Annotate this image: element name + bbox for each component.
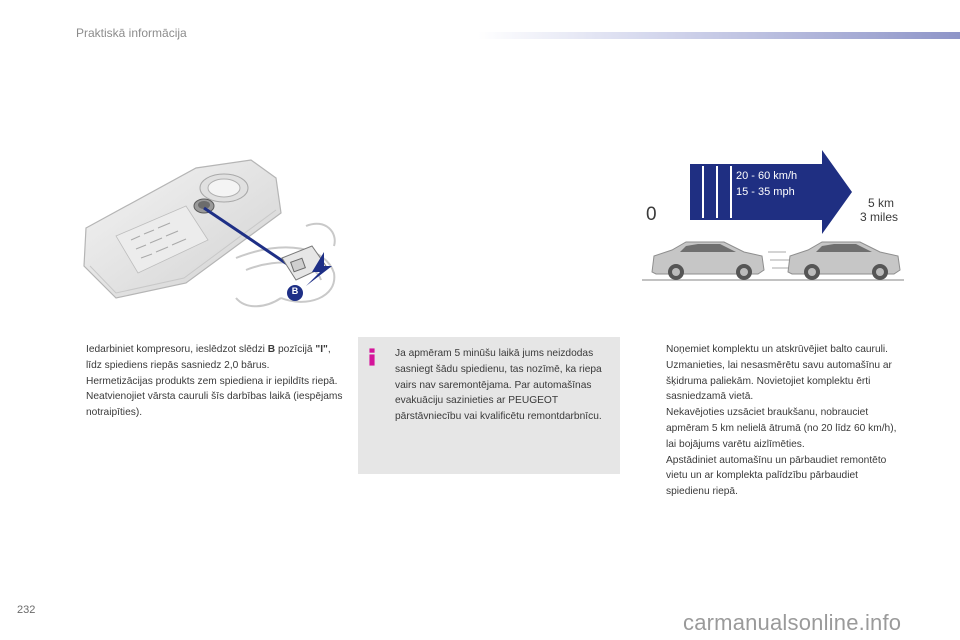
- page-number: 232: [17, 604, 36, 616]
- step-text: Noņemiet komplektu un atskrūvējiet balto cauruli.: [666, 344, 888, 355]
- speed-mph-label: 15 - 35 mph: [736, 186, 795, 198]
- distance-miles-label: 3 miles: [860, 210, 899, 224]
- compressor-illustration: [76, 148, 338, 312]
- driving-speed-illustration: [640, 148, 906, 288]
- watermark: carmanualsonline.info: [683, 610, 902, 635]
- step-text: Nekavējoties uzsāciet braukšanu, nobrauciet apmēram 5 km nelielā ātrumā (no 20 līdz 60 km/h), lai bojājums varētu aizlīmēties.: [666, 407, 897, 450]
- speed-kmh-label: 20 - 60 km/h: [736, 170, 798, 182]
- start-distance-label: 0: [646, 204, 657, 225]
- list-item: [63, 342, 345, 421]
- list-item: [643, 453, 901, 500]
- step-note: Uzmanieties, lai nesasmērētu savu automašīnu ar šķidruma paliekām. Novietojiet komplektu ērti sasniedzamā vietā.: [666, 359, 892, 403]
- left-column: [63, 342, 345, 421]
- section-title: Praktiskā informācija: [76, 26, 187, 40]
- step-note: Hermetizācijas produkts zem spiediena ir iepildīts riepā. Neatvienojiet vārsta cauruli šīs darbības laikā (iespējams notraipīties).: [86, 375, 343, 419]
- header-accent-bar: [478, 32, 960, 39]
- info-text: Ja apmēram 5 minūšu laikā jums neizdodas sasniegt šādu spiedienu, tas nozīmē, ka riepa vairs nav saremontējama. Par automašīnas evakuāciju sazinieties ar PEUGEOT pārstāvniecību vai kvalificētu remontdarbnīcu.: [395, 348, 602, 423]
- callout-label-b: B: [291, 286, 299, 296]
- list-item: [643, 405, 901, 452]
- list-item: [643, 342, 901, 405]
- right-column: [643, 342, 901, 500]
- step-text: Iedarbiniet kompresoru, ieslēdzot slēdzi B pozīcijā "I", līdz spiediens riepās sasniedz 2,0 bārus.: [86, 344, 331, 371]
- step-text: Apstādiniet automašīnu un pārbaudiet remontēto vietu un ar komplekta palīdzību pārbaudiet spiedienu riepā.: [666, 454, 887, 498]
- distance-km-label: 5 km: [868, 196, 895, 210]
- info-icon: [369, 347, 375, 367]
